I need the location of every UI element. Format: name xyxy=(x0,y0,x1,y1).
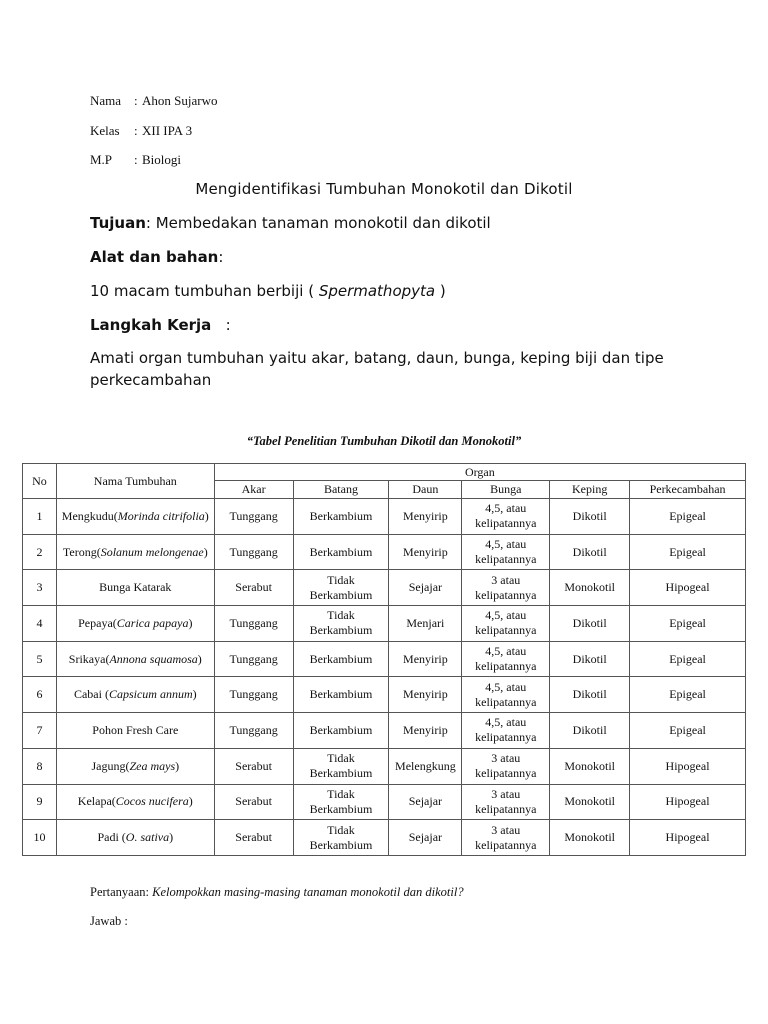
cell-perkecambahan: Epigeal xyxy=(630,499,746,535)
materials-colon: : xyxy=(218,248,224,266)
plant-latin-name: Annona squamosa xyxy=(109,651,198,666)
cell-keping: Monokotil xyxy=(550,748,630,784)
cell-batang: Tidak Berkambium xyxy=(293,748,389,784)
cell-bunga: 4,5, atau kelipatannya xyxy=(462,606,550,642)
steps-label: Langkah Kerja xyxy=(90,316,212,334)
cell-bunga: 4,5, atau kelipatannya xyxy=(462,677,550,713)
cell-daun: Menyirip xyxy=(389,534,462,570)
cell-akar: Serabut xyxy=(214,748,293,784)
cell-daun: Menjari xyxy=(389,606,462,642)
materials-line xyxy=(90,282,446,300)
header-daun: Daun xyxy=(389,481,462,499)
cell-batang: Tidak Berkambium xyxy=(293,606,389,642)
cell-keping: Dikotil xyxy=(550,606,630,642)
cell-no: 5 xyxy=(23,641,57,677)
plant-latin-name: Morinda citrifolia xyxy=(117,508,205,523)
cell-daun: Melengkung xyxy=(389,748,462,784)
cell-keping: Monokotil xyxy=(550,570,630,606)
header-plant-name: Nama Tumbuhan xyxy=(56,464,214,499)
table-caption: “Tabel Penelitian Tumbuhan Dikotil dan Monokotil” xyxy=(246,434,522,448)
header-organ: Organ xyxy=(214,464,745,481)
goal-text: : Membedakan tanaman monokotil dan dikotil xyxy=(145,214,491,232)
cell-bunga: 4,5, atau kelipatannya xyxy=(462,499,550,535)
page-title: Mengidentifikasi Tumbuhan Monokotil dan Dikotil xyxy=(195,180,573,198)
cell-perkecambahan: Hipogeal xyxy=(630,784,746,820)
cell-no: 8 xyxy=(23,748,57,784)
steps-colon: : xyxy=(225,316,231,334)
cell-plant-name xyxy=(56,713,214,749)
cell-perkecambahan: Epigeal xyxy=(630,641,746,677)
cell-batang: Berkambium xyxy=(293,499,389,535)
cell-akar: Serabut xyxy=(214,820,293,856)
table-row xyxy=(23,606,746,642)
plant-name-text: Bunga Katarak xyxy=(99,580,172,595)
question-label: Pertanyaan: xyxy=(90,885,153,899)
cell-bunga: 4,5, atau kelipatannya xyxy=(462,534,550,570)
name-separator: : xyxy=(134,93,138,108)
cell-daun: Sejajar xyxy=(389,820,462,856)
cell-akar: Serabut xyxy=(214,784,293,820)
cell-daun: Sejajar xyxy=(389,570,462,606)
cell-no: 7 xyxy=(23,713,57,749)
header-no: No xyxy=(23,464,57,499)
cell-no: 1 xyxy=(23,499,57,535)
cell-bunga: 3 atau kelipatannya xyxy=(462,784,550,820)
plant-name-text: Terong( xyxy=(62,544,101,559)
cell-plant-name xyxy=(56,534,214,570)
cell-perkecambahan: Hipogeal xyxy=(630,570,746,606)
plant-name-text: Srikaya( xyxy=(68,651,110,666)
header-keping: Keping xyxy=(550,481,630,499)
plant-name-close: ) xyxy=(169,830,174,845)
table-row xyxy=(23,641,746,677)
cell-perkecambahan: Hipogeal xyxy=(630,748,746,784)
meta-subject-row xyxy=(90,152,181,168)
class-label: Kelas xyxy=(90,123,120,138)
cell-daun: Sejajar xyxy=(389,784,462,820)
meta-name-row xyxy=(90,93,217,109)
plant-name-close: ) xyxy=(175,758,180,773)
cell-batang: Tidak Berkambium xyxy=(293,784,389,820)
subject-label: M.P xyxy=(90,152,113,167)
cell-akar: Tunggang xyxy=(214,713,293,749)
header-batang: Batang xyxy=(293,481,389,499)
materials-label: Alat dan bahan xyxy=(90,248,219,266)
subject-value: Biologi xyxy=(142,152,182,167)
plant-name-close: ) xyxy=(203,544,208,559)
cell-keping: Dikotil xyxy=(550,534,630,570)
goal-label: Tujuan xyxy=(90,214,146,232)
table-body xyxy=(23,499,746,856)
header-bunga: Bunga xyxy=(462,481,550,499)
table-row xyxy=(23,748,746,784)
steps-line-2: perkecambahan xyxy=(90,371,212,389)
materials-heading xyxy=(90,248,223,266)
cell-akar: Tunggang xyxy=(214,499,293,535)
cell-keping: Monokotil xyxy=(550,820,630,856)
cell-plant-name xyxy=(56,784,214,820)
cell-batang: Berkambium xyxy=(293,713,389,749)
plant-name-text: Mengkudu( xyxy=(61,508,118,523)
cell-bunga: 3 atau kelipatannya xyxy=(462,570,550,606)
steps-heading xyxy=(90,316,231,334)
cell-batang: Berkambium xyxy=(293,534,389,570)
cell-batang: Tidak Berkambium xyxy=(293,570,389,606)
cell-no: 6 xyxy=(23,677,57,713)
question-line xyxy=(90,885,464,900)
cell-plant-name xyxy=(56,820,214,856)
table-row xyxy=(23,713,746,749)
cell-perkecambahan: Epigeal xyxy=(630,713,746,749)
plant-name-close: ) xyxy=(204,508,209,523)
cell-akar: Tunggang xyxy=(214,641,293,677)
cell-no: 4 xyxy=(23,606,57,642)
cell-akar: Tunggang xyxy=(214,677,293,713)
name-label: Nama xyxy=(90,93,122,108)
plant-latin-name: Cocos nucifera xyxy=(115,794,189,809)
cell-perkecambahan: Epigeal xyxy=(630,606,746,642)
table-row xyxy=(23,570,746,606)
plant-name-close: ) xyxy=(192,687,197,702)
cell-daun: Menyirip xyxy=(389,499,462,535)
plant-latin-name: Solanum melongenae xyxy=(100,544,204,559)
cell-daun: Menyirip xyxy=(389,641,462,677)
cell-plant-name xyxy=(56,677,214,713)
cell-daun: Menyirip xyxy=(389,713,462,749)
cell-keping: Dikotil xyxy=(550,713,630,749)
cell-plant-name xyxy=(56,606,214,642)
cell-plant-name xyxy=(56,570,214,606)
cell-plant-name xyxy=(56,748,214,784)
cell-no: 3 xyxy=(23,570,57,606)
header-akar: Akar xyxy=(214,481,293,499)
name-value: Ahon Sujarwo xyxy=(142,93,218,108)
plant-name-text: Kelapa( xyxy=(77,794,116,809)
answer-label: Jawab : xyxy=(90,914,128,928)
table-row xyxy=(23,499,746,535)
goal-line xyxy=(90,214,491,232)
cell-batang: Berkambium xyxy=(293,677,389,713)
class-separator: : xyxy=(134,123,138,138)
cell-plant-name xyxy=(56,641,214,677)
observation-table xyxy=(22,463,746,856)
cell-bunga: 3 atau kelipatannya xyxy=(462,748,550,784)
materials-italic: Spermathopyta xyxy=(318,282,436,300)
plant-latin-name: Zea mays xyxy=(129,758,176,773)
cell-keping: Monokotil xyxy=(550,784,630,820)
plant-latin-name: Carica papaya xyxy=(116,615,189,630)
plant-name-text: Cabai ( xyxy=(73,687,109,702)
table-row xyxy=(23,820,746,856)
plant-name-text: Padi ( xyxy=(97,830,126,845)
plant-name-close: ) xyxy=(188,615,193,630)
table-row xyxy=(23,534,746,570)
cell-keping: Dikotil xyxy=(550,499,630,535)
subject-separator: : xyxy=(134,152,138,167)
cell-daun: Menyirip xyxy=(389,677,462,713)
materials-text-after: ) xyxy=(435,282,446,300)
cell-perkecambahan: Hipogeal xyxy=(630,820,746,856)
cell-bunga: 4,5, atau kelipatannya xyxy=(462,641,550,677)
cell-akar: Tunggang xyxy=(214,606,293,642)
materials-text-before: 10 macam tumbuhan berbiji ( xyxy=(90,282,319,300)
cell-akar: Serabut xyxy=(214,570,293,606)
question-text: Kelompokkan masing-masing tanaman monokotil dan dikotil? xyxy=(152,885,464,899)
plant-name-close: ) xyxy=(197,651,202,666)
cell-keping: Dikotil xyxy=(550,677,630,713)
cell-plant-name xyxy=(56,499,214,535)
cell-akar: Tunggang xyxy=(214,534,293,570)
cell-bunga: 3 atau kelipatannya xyxy=(462,820,550,856)
header-perkecambahan: Perkecambahan xyxy=(630,481,746,499)
class-value: XII IPA 3 xyxy=(142,123,193,138)
plant-name-text: Jagung( xyxy=(91,758,130,773)
table-row xyxy=(23,784,746,820)
cell-batang: Tidak Berkambium xyxy=(293,820,389,856)
cell-no: 2 xyxy=(23,534,57,570)
plant-name-text: Pepaya( xyxy=(78,615,117,630)
steps-line-1: Amati organ tumbuhan yaitu akar, batang, daun, bunga, keping biji dan tipe xyxy=(90,349,664,367)
cell-no: 9 xyxy=(23,784,57,820)
table-row xyxy=(23,677,746,713)
cell-keping: Dikotil xyxy=(550,641,630,677)
plant-name-close: ) xyxy=(188,794,193,809)
cell-perkecambahan: Epigeal xyxy=(630,534,746,570)
cell-no: 10 xyxy=(23,820,57,856)
cell-perkecambahan: Epigeal xyxy=(630,677,746,713)
meta-class-row xyxy=(90,123,192,139)
cell-batang: Berkambium xyxy=(293,641,389,677)
cell-bunga: 4,5, atau kelipatannya xyxy=(462,713,550,749)
plant-latin-name: O. sativa xyxy=(125,830,170,845)
plant-name-text: Pohon Fresh Care xyxy=(92,722,179,737)
plant-latin-name: Capsicum annum xyxy=(108,687,193,702)
